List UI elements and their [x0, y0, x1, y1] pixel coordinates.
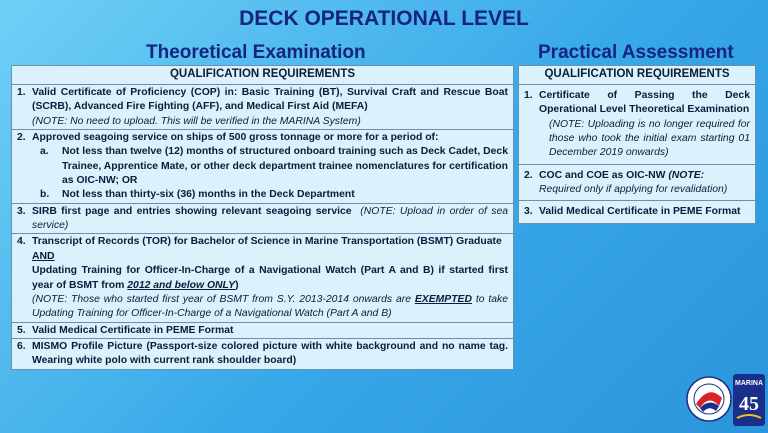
- item-text: Valid Medical Certificate in PEME Format: [539, 206, 741, 218]
- page-title: DECK OPERATIONAL LEVEL: [239, 7, 529, 30]
- sub-item-number: b.: [40, 189, 50, 201]
- marina-logo-icon: [733, 374, 765, 426]
- item-number: 2.: [524, 169, 533, 181]
- item-number: 6.: [17, 340, 26, 352]
- theoretical-heading: Theoretical Examination: [146, 42, 366, 63]
- sub-item-text: Not less than thirty-six (36) months in the Deck Department: [62, 189, 355, 201]
- sub-item: [32, 188, 508, 202]
- table-row: [12, 322, 514, 338]
- and-label: AND: [32, 250, 55, 262]
- item-text: MISMO Profile Picture (Passport-size colored picture with white background and no name tag. Wearing white polo with current rank shoulder board): [32, 340, 508, 367]
- item-number: 3.: [17, 205, 26, 217]
- table-row: [519, 164, 756, 201]
- table-row: [12, 84, 514, 129]
- item-note: (NOTE: Uploading is no longer required for those who took the initial exam starting 01 December 2019 onwards): [549, 118, 750, 159]
- item-note-label: (NOTE:: [668, 169, 705, 181]
- item-text-2: Updating Training for Officer-In-Charge of a Navigational Watch (Part A and B) if started first year of BSMT from: [32, 265, 508, 291]
- table-row: [12, 338, 514, 369]
- item-number: 1.: [524, 89, 533, 101]
- item-text: Certificate of Passing the Deck Operational Level Theoretical Examination: [539, 89, 750, 116]
- item-note: (NOTE: Upload in order of sea service): [32, 205, 508, 232]
- dotr-seal-icon: [686, 376, 732, 422]
- item-note-emphasis: EXEMPTED: [414, 293, 472, 305]
- item-text: Valid Medical Certificate in PEME Format: [32, 324, 234, 336]
- sub-item: [32, 145, 508, 188]
- theoretical-table-header: QUALIFICATION REQUIREMENTS: [12, 66, 514, 85]
- item-text: Approved seagoing service on ships of 500 gross tonnage or more for a period of:: [32, 131, 439, 143]
- item-note-end: to take Updating Training for Officer-In-Charge of a Navigational Watch (Part A and B): [32, 293, 508, 320]
- item-number: 2.: [17, 131, 26, 143]
- sub-item-number: a.: [40, 146, 49, 158]
- item-number: 3.: [524, 206, 533, 218]
- table-row: [12, 234, 514, 322]
- practical-table-header: QUALIFICATION REQUIREMENTS: [519, 66, 756, 85]
- sub-item-text: Not less than twelve (12) months of structured onboard training such as Deck Cadet, Deck Trainee, Apprentice Mate, or other deck department trainee nomenclatures for certification as OIC-NW; OR: [62, 146, 508, 187]
- item-text: COC and COE as OIC-NW: [539, 169, 666, 181]
- item-number: 5.: [17, 324, 26, 336]
- table-row: [12, 129, 514, 203]
- practical-heading: Practical Assessment: [538, 42, 734, 63]
- item-note: (NOTE: Those who started first year of BSMT from S.Y. 2013-2014 onwards are: [32, 293, 415, 305]
- practical-requirements-table: [518, 65, 756, 224]
- item-note: Required only if applying for revalidation): [539, 184, 728, 196]
- theoretical-requirements-table: [11, 65, 514, 370]
- item-number: 4.: [17, 236, 26, 248]
- item-number: 1.: [17, 86, 26, 98]
- item-text: Transcript of Records (TOR) for Bachelor of Science in Marine Transportation (BSMT) Graduate: [32, 236, 502, 248]
- table-row: [12, 203, 514, 234]
- item-text-2-end: ): [235, 279, 239, 291]
- item-text: Valid Certificate of Proficiency (COP) in: Basic Training (BT), Survival Craft and Rescue Boat (SCRB), Advanced Fire Fighting (AFF), and Medical First Aid (MEFA): [32, 86, 508, 113]
- item-note: (NOTE: No need to upload. This will be verified in the MARINA System): [32, 115, 361, 127]
- item-text: SIRB first page and entries showing relevant seagoing service: [32, 205, 352, 217]
- table-row: [519, 84, 756, 164]
- table-row: [519, 201, 756, 223]
- marina-number: 45: [739, 393, 759, 415]
- item-emphasis: 2012 and below ONLY: [127, 279, 236, 291]
- marina-label: MARINA: [735, 380, 763, 387]
